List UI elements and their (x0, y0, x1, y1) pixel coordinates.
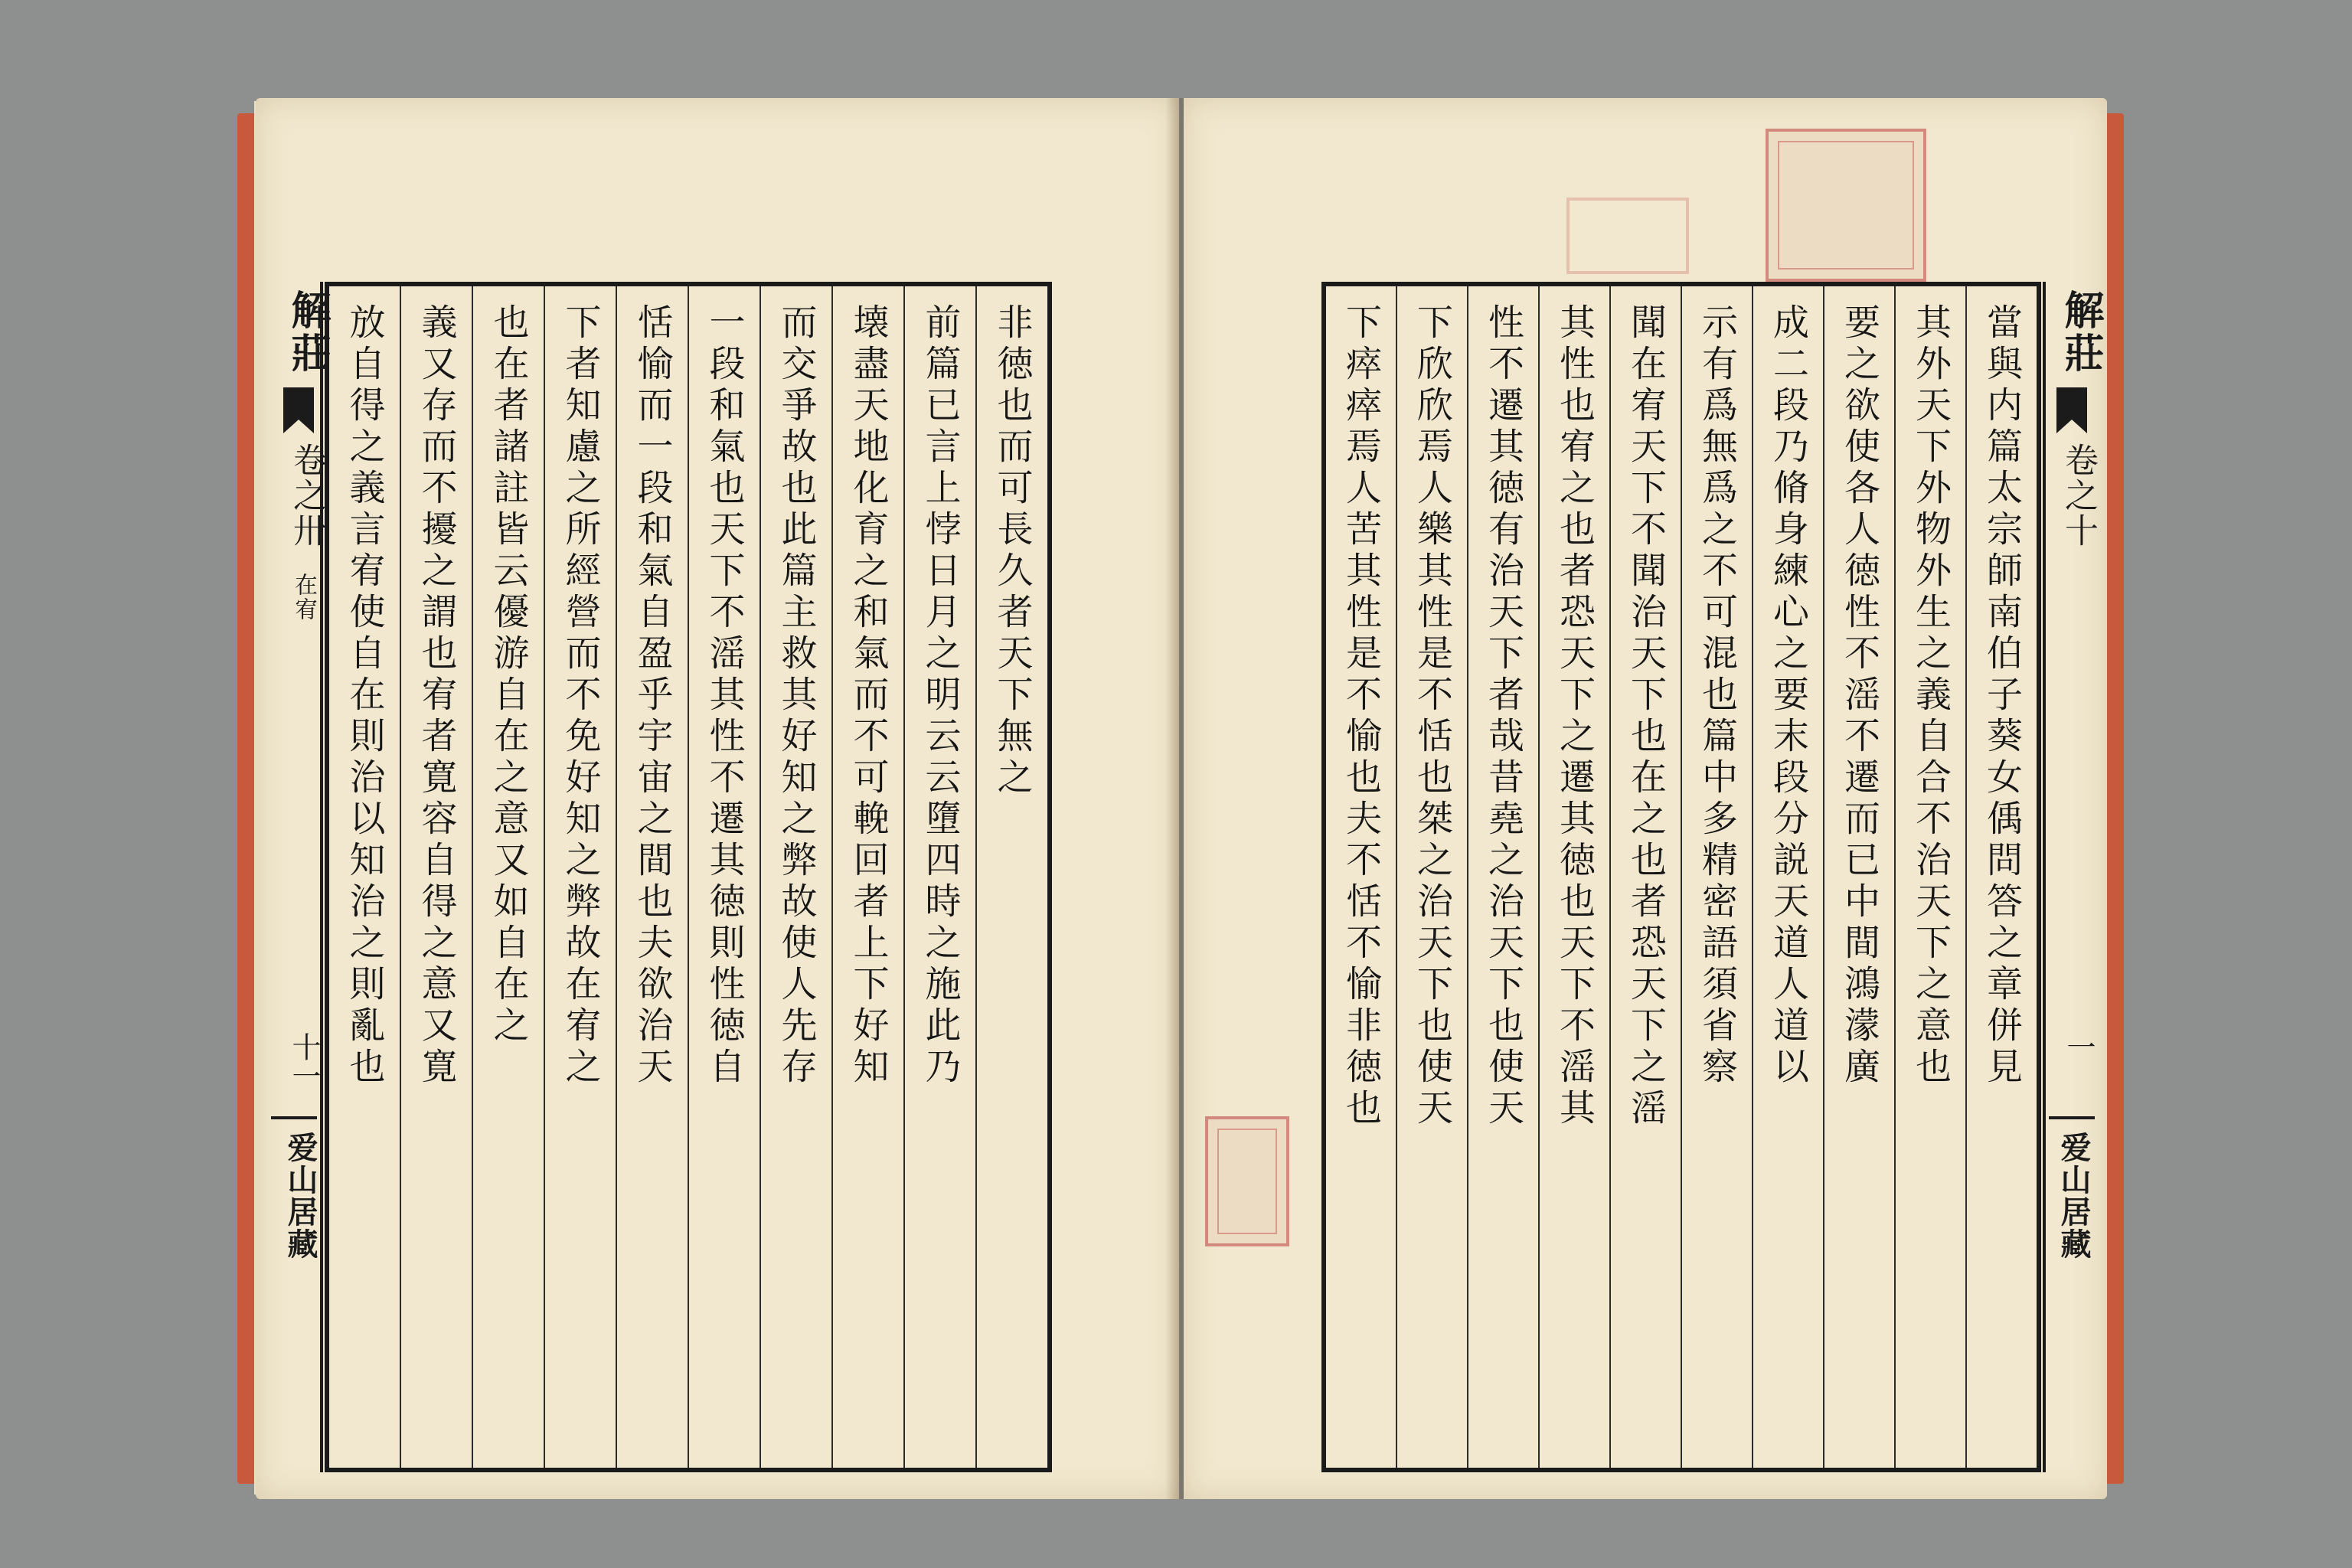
margin-folio: 十一 (287, 1032, 321, 1090)
text-column (975, 286, 1047, 1468)
column-text: 恬愉而一段和氣自盈乎宇宙之間也夫欲治天 (631, 303, 674, 1089)
text-column (688, 286, 760, 1468)
text-column (1965, 286, 2037, 1468)
text-column (616, 286, 688, 1468)
red-seal-upper-right (1766, 129, 1926, 282)
faint-seal-upper (1566, 198, 1689, 274)
column-text: 也在者諸註皆云優游自在之意又如自在之 (487, 303, 530, 1047)
text-column (1752, 286, 1823, 1468)
column-text: 下瘁瘁焉人苦其性是不愉也夫不恬不愉非徳也 (1340, 303, 1382, 1130)
red-seal-gutter (1205, 1116, 1289, 1246)
margin-publisher: 爱山居藏 (2056, 1132, 2092, 1260)
text-column (1894, 286, 1965, 1468)
text-column (760, 286, 831, 1468)
column-text: 成二段乃脩身練心之要末段分説天道人道以 (1767, 303, 1809, 1089)
margin-chapter: 在宥 (290, 573, 317, 622)
column-text: 要之欲使各人徳性不滛不遷而已中間鴻濛廣 (1838, 303, 1880, 1089)
right-page (1184, 98, 2107, 1499)
column-text: 其外天下外物外生之義自合不治天下之意也 (1909, 303, 1952, 1089)
text-column (1467, 286, 1538, 1468)
right-text-frame (1321, 282, 2041, 1472)
column-text: 一段和氣也天下不滛其性不遷其徳則性徳自 (703, 303, 746, 1089)
column-text: 下者知慮之所經營而不免好知之弊故在宥之 (559, 303, 602, 1089)
column-text: 性不遷其徳有治天下者哉昔堯之治天下也使天 (1482, 303, 1524, 1130)
text-column (1538, 286, 1609, 1468)
column-text: 非徳也而可長久者天下無之 (991, 303, 1034, 799)
margin-book-title: 解莊 (2057, 289, 2104, 375)
text-column (1326, 286, 1396, 1468)
seal-inner-border (1217, 1129, 1277, 1234)
column-text: 義又存而不擾之謂也宥者寛容自得之意又寛 (415, 303, 458, 1089)
column-text: 放自得之義言宥使自在則治以知治之則亂也 (343, 303, 386, 1089)
column-text: 當與内篇太宗師南伯子葵女偊問答之章併見 (1981, 303, 2023, 1089)
text-column (400, 286, 472, 1468)
margin-rule (2043, 282, 2046, 1472)
text-column (831, 286, 903, 1468)
seal-inner-border (1778, 141, 1914, 270)
fishtail-mark (2056, 387, 2087, 433)
column-text: 下欣欣焉人樂其性是不恬也桀之治天下也使天 (1411, 303, 1453, 1130)
left-text-frame (325, 282, 1052, 1472)
text-column (903, 286, 975, 1468)
margin-folio: 一 (2062, 1032, 2096, 1061)
fishtail-mark (283, 387, 314, 433)
library-seal-top (2102, 121, 2103, 122)
column-text: 其性也宥之也者恐天下之遷其徳也天下不滛其 (1553, 303, 1596, 1130)
margin-publisher: 爱山居藏 (283, 1132, 318, 1260)
column-text: 壊盡天地化育之和氣而不可輓回者上下好知 (847, 303, 890, 1089)
column-text: 前篇已言上悖日月之明云云墮四時之施此乃 (919, 303, 962, 1089)
margin-divider (271, 1116, 317, 1119)
column-text: 聞在宥天下不聞治天下也在之也者恐天下之滛 (1625, 303, 1667, 1130)
margin-volume: 卷之卅 (287, 443, 326, 548)
text-column (544, 286, 616, 1468)
margin-volume: 卷之十 (2059, 443, 2098, 548)
open-book (237, 90, 2125, 1516)
margin-book-title: 解莊 (284, 289, 331, 375)
text-column (1681, 286, 1752, 1468)
margin-divider (2049, 1116, 2095, 1119)
column-text: 示有爲無爲之不可混也篇中多精密語須省察 (1696, 303, 1738, 1089)
text-column (472, 286, 544, 1468)
text-column (1396, 286, 1467, 1468)
text-column (1823, 286, 1894, 1468)
left-page (256, 98, 1179, 1499)
column-text: 而交爭故也此篇主救其好知之弊故使人先存 (775, 303, 818, 1089)
text-column (1609, 286, 1681, 1468)
text-column (329, 286, 400, 1468)
